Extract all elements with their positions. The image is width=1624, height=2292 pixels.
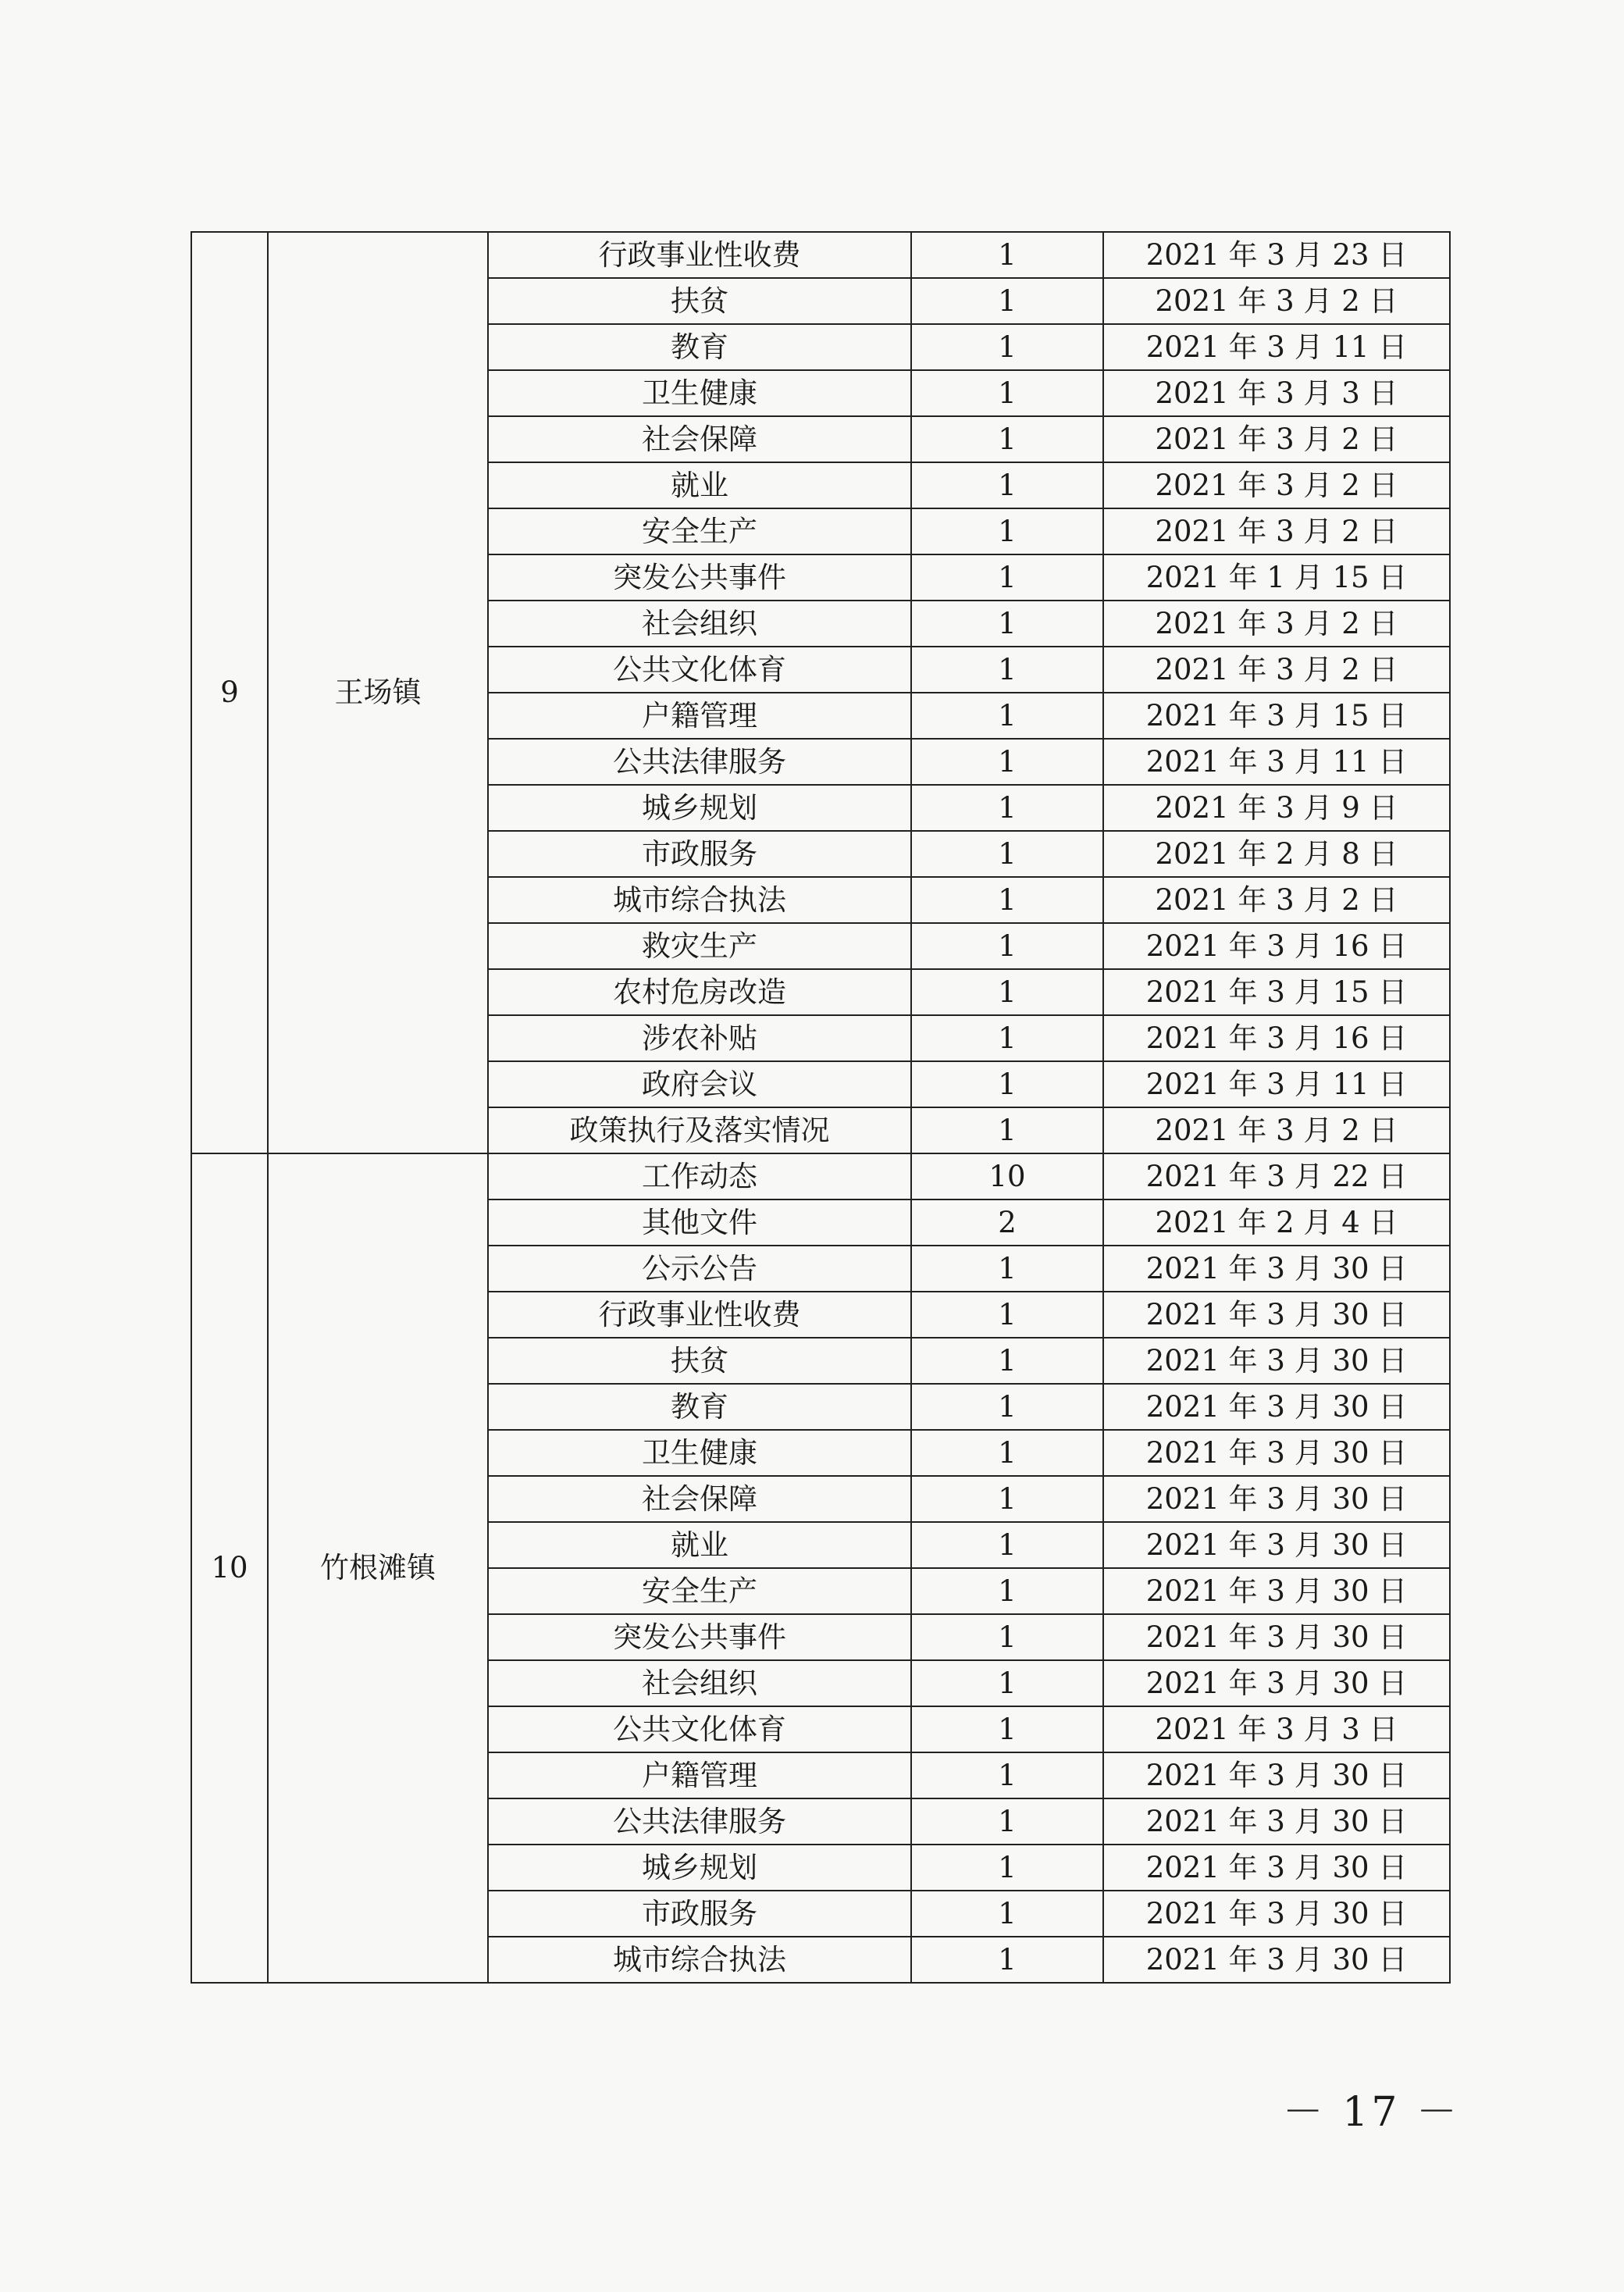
- count-cell: 1: [911, 647, 1103, 693]
- count-cell: 1: [911, 508, 1103, 554]
- count-cell: 1: [911, 1522, 1103, 1568]
- count-cell: 1: [911, 1614, 1103, 1660]
- category-cell: 其他文件: [488, 1199, 911, 1246]
- date-cell: 2021 年 3 月 30 日: [1103, 1338, 1450, 1384]
- category-cell: 教育: [488, 324, 911, 370]
- date-cell: 2021 年 3 月 30 日: [1103, 1660, 1450, 1706]
- date-cell: 2021 年 3 月 22 日: [1103, 1153, 1450, 1199]
- date-cell: 2021 年 3 月 16 日: [1103, 1015, 1450, 1061]
- category-cell: 城市综合执法: [488, 1937, 911, 1983]
- category-cell: 户籍管理: [488, 1752, 911, 1798]
- date-cell: 2021 年 3 月 2 日: [1103, 647, 1450, 693]
- category-cell: 救灾生产: [488, 923, 911, 969]
- count-cell: 1: [911, 1384, 1103, 1430]
- count-cell: 1: [911, 1015, 1103, 1061]
- count-cell: 1: [911, 554, 1103, 601]
- category-cell: 公共法律服务: [488, 739, 911, 785]
- count-cell: 1: [911, 370, 1103, 416]
- date-cell: 2021 年 3 月 30 日: [1103, 1798, 1450, 1845]
- date-cell: 2021 年 3 月 2 日: [1103, 462, 1450, 508]
- date-cell: 2021 年 3 月 30 日: [1103, 1522, 1450, 1568]
- category-cell: 公共法律服务: [488, 1798, 911, 1845]
- date-cell: 2021 年 3 月 2 日: [1103, 601, 1450, 647]
- date-cell: 2021 年 3 月 11 日: [1103, 739, 1450, 785]
- category-cell: 市政服务: [488, 1891, 911, 1937]
- category-cell: 教育: [488, 1384, 911, 1430]
- town-name: 王场镇: [268, 232, 488, 1153]
- table-body: [191, 232, 1450, 1983]
- category-cell: 卫生健康: [488, 1430, 911, 1476]
- count-cell: 1: [911, 601, 1103, 647]
- date-cell: 2021 年 3 月 2 日: [1103, 1107, 1450, 1153]
- count-cell: 1: [911, 1107, 1103, 1153]
- category-cell: 公共文化体育: [488, 647, 911, 693]
- category-cell: 就业: [488, 462, 911, 508]
- category-cell: 社会保障: [488, 416, 911, 462]
- date-cell: 2021 年 3 月 15 日: [1103, 693, 1450, 739]
- count-cell: 1: [911, 324, 1103, 370]
- category-cell: 政府会议: [488, 1061, 911, 1107]
- count-cell: 1: [911, 1798, 1103, 1845]
- page-number: － 17 －: [1282, 2089, 1460, 2136]
- count-cell: 1: [911, 416, 1103, 462]
- category-cell: 扶贫: [488, 1338, 911, 1384]
- count-cell: 1: [911, 1061, 1103, 1107]
- date-cell: 2021 年 3 月 9 日: [1103, 785, 1450, 831]
- date-cell: 2021 年 3 月 30 日: [1103, 1845, 1450, 1891]
- date-cell: 2021 年 1 月 15 日: [1103, 554, 1450, 601]
- count-cell: 1: [911, 969, 1103, 1015]
- category-cell: 社会组织: [488, 1660, 911, 1706]
- count-cell: 1: [911, 923, 1103, 969]
- disclosure-table: [191, 231, 1451, 1984]
- date-cell: 2021 年 3 月 30 日: [1103, 1937, 1450, 1983]
- category-cell: 卫生健康: [488, 370, 911, 416]
- category-cell: 公共文化体育: [488, 1706, 911, 1752]
- count-cell: 1: [911, 693, 1103, 739]
- date-cell: 2021 年 2 月 4 日: [1103, 1199, 1450, 1246]
- date-cell: 2021 年 3 月 2 日: [1103, 877, 1450, 923]
- category-cell: 城市综合执法: [488, 877, 911, 923]
- count-cell: 2: [911, 1199, 1103, 1246]
- date-cell: 2021 年 3 月 30 日: [1103, 1246, 1450, 1292]
- category-cell: 社会组织: [488, 601, 911, 647]
- date-cell: 2021 年 3 月 30 日: [1103, 1292, 1450, 1338]
- count-cell: 1: [911, 1937, 1103, 1983]
- count-cell: 1: [911, 1292, 1103, 1338]
- count-cell: 1: [911, 278, 1103, 324]
- category-cell: 政策执行及落实情况: [488, 1107, 911, 1153]
- table-row: [191, 1153, 1450, 1199]
- date-cell: 2021 年 3 月 30 日: [1103, 1752, 1450, 1798]
- category-cell: 市政服务: [488, 831, 911, 877]
- date-cell: 2021 年 3 月 11 日: [1103, 324, 1450, 370]
- count-cell: 1: [911, 1845, 1103, 1891]
- date-cell: 2021 年 3 月 30 日: [1103, 1568, 1450, 1614]
- category-cell: 公示公告: [488, 1246, 911, 1292]
- count-cell: 1: [911, 1430, 1103, 1476]
- count-cell: 1: [911, 739, 1103, 785]
- count-cell: 1: [911, 1338, 1103, 1384]
- category-cell: 突发公共事件: [488, 554, 911, 601]
- category-cell: 农村危房改造: [488, 969, 911, 1015]
- count-cell: 10: [911, 1153, 1103, 1199]
- date-cell: 2021 年 3 月 2 日: [1103, 278, 1450, 324]
- date-cell: 2021 年 3 月 30 日: [1103, 1476, 1450, 1522]
- count-cell: 1: [911, 785, 1103, 831]
- date-cell: 2021 年 3 月 30 日: [1103, 1430, 1450, 1476]
- date-cell: 2021 年 3 月 3 日: [1103, 370, 1450, 416]
- category-cell: 涉农补贴: [488, 1015, 911, 1061]
- date-cell: 2021 年 3 月 16 日: [1103, 923, 1450, 969]
- count-cell: 1: [911, 462, 1103, 508]
- category-cell: 城乡规划: [488, 785, 911, 831]
- category-cell: 突发公共事件: [488, 1614, 911, 1660]
- count-cell: 1: [911, 1568, 1103, 1614]
- count-cell: 1: [911, 1246, 1103, 1292]
- count-cell: 1: [911, 1891, 1103, 1937]
- category-cell: 就业: [488, 1522, 911, 1568]
- count-cell: 1: [911, 1706, 1103, 1752]
- date-cell: 2021 年 3 月 2 日: [1103, 508, 1450, 554]
- date-cell: 2021 年 2 月 8 日: [1103, 831, 1450, 877]
- category-cell: 工作动态: [488, 1153, 911, 1199]
- date-cell: 2021 年 3 月 11 日: [1103, 1061, 1450, 1107]
- group-number: 9: [191, 232, 268, 1153]
- date-cell: 2021 年 3 月 30 日: [1103, 1384, 1450, 1430]
- count-cell: 1: [911, 232, 1103, 278]
- count-cell: 1: [911, 877, 1103, 923]
- category-cell: 城乡规划: [488, 1845, 911, 1891]
- date-cell: 2021 年 3 月 23 日: [1103, 232, 1450, 278]
- category-cell: 安全生产: [488, 508, 911, 554]
- count-cell: 1: [911, 1752, 1103, 1798]
- date-cell: 2021 年 3 月 30 日: [1103, 1614, 1450, 1660]
- category-cell: 户籍管理: [488, 693, 911, 739]
- town-name: 竹根滩镇: [268, 1153, 488, 1983]
- table-row: [191, 232, 1450, 278]
- count-cell: 1: [911, 1660, 1103, 1706]
- category-cell: 扶贫: [488, 278, 911, 324]
- date-cell: 2021 年 3 月 2 日: [1103, 416, 1450, 462]
- group-number: 10: [191, 1153, 268, 1983]
- category-cell: 行政事业性收费: [488, 232, 911, 278]
- date-cell: 2021 年 3 月 3 日: [1103, 1706, 1450, 1752]
- category-cell: 安全生产: [488, 1568, 911, 1614]
- count-cell: 1: [911, 1476, 1103, 1522]
- category-cell: 社会保障: [488, 1476, 911, 1522]
- date-cell: 2021 年 3 月 30 日: [1103, 1891, 1450, 1937]
- count-cell: 1: [911, 831, 1103, 877]
- category-cell: 行政事业性收费: [488, 1292, 911, 1338]
- date-cell: 2021 年 3 月 15 日: [1103, 969, 1450, 1015]
